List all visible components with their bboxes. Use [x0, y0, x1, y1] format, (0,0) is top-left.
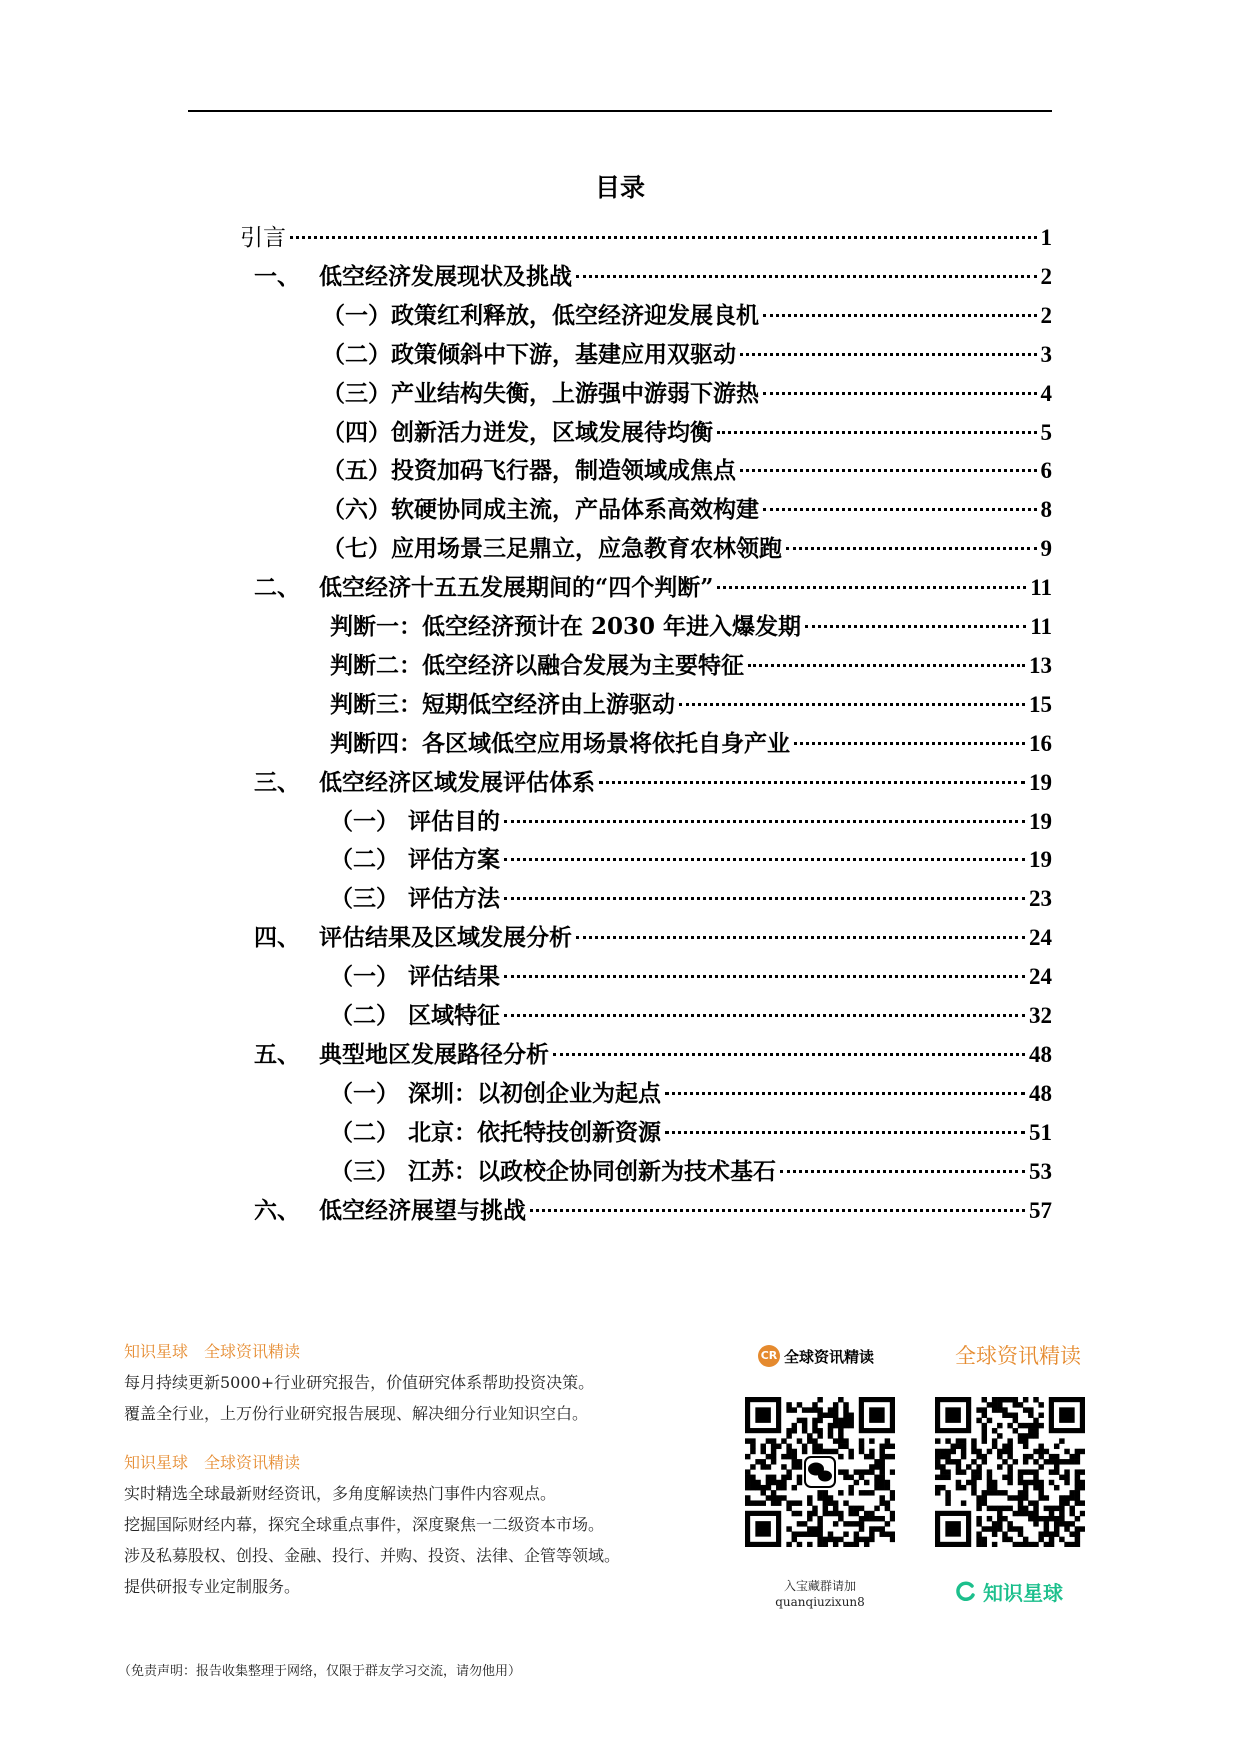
toc-dot-leader — [679, 703, 1025, 706]
toc-entry-page: 11 — [1030, 575, 1052, 601]
toc-dot-leader — [717, 586, 1026, 589]
toc-entry[interactable] — [330, 1153, 1052, 1189]
toc-entry[interactable] — [254, 764, 1052, 800]
toc-entry-label: 评估结果及区域发展分析 — [319, 924, 572, 952]
toc-entry[interactable] — [330, 608, 1052, 644]
toc-dot-leader — [780, 1170, 1025, 1173]
toc-entry-number: （二） — [330, 1118, 399, 1146]
toc-entry-label: 判断三：短期低空经济由上游驱动 — [330, 690, 675, 718]
toc-entry[interactable] — [330, 803, 1052, 839]
toc-entry[interactable] — [322, 297, 1052, 333]
toc-entry-page: 4 — [1040, 380, 1052, 406]
toc-entry[interactable] — [330, 1075, 1052, 1111]
wechat-icon — [805, 1457, 835, 1487]
cr-logo-icon: CR — [758, 1345, 780, 1367]
toc-entry[interactable] — [254, 569, 1052, 605]
promo-block-1 — [124, 1336, 594, 1429]
toc-entry-label: 评估目的 — [408, 807, 500, 835]
zsxq-ring-icon — [955, 1581, 977, 1603]
toc-entry[interactable] — [330, 841, 1052, 877]
toc-entry-label: （一）政策红利释放，低空经济迎发展良机 — [322, 301, 759, 329]
toc-entry[interactable] — [330, 958, 1052, 994]
toc-entry-label: 低空经济展望与挑战 — [319, 1196, 526, 1224]
toc-entry-label: 判断一：低空经济预计在 2030 年进入爆发期 — [330, 613, 802, 640]
toc-entry-page: 51 — [1029, 1119, 1052, 1145]
toc-entry-label: 低空经济发展现状及挑战 — [319, 262, 572, 290]
toc-entry-label: 引言 — [240, 225, 286, 251]
toc-entry-label: 评估结果 — [408, 963, 500, 991]
toc-entry-label: （七）应用场景三足鼎立，应急教育农林领跑 — [322, 535, 782, 563]
promo-block-1-title: 知识星球 全球资讯精读 — [124, 1342, 301, 1361]
toc-entry[interactable] — [240, 219, 1052, 255]
toc-entry-page: 19 — [1029, 847, 1052, 873]
toc-entry-page: 53 — [1029, 1158, 1052, 1184]
toc-entry[interactable] — [322, 491, 1052, 527]
toc-entry[interactable] — [322, 375, 1052, 411]
toc-dot-leader — [504, 820, 1025, 823]
brand-logo — [758, 1345, 874, 1367]
zsxq-qr-code-icon[interactable] — [935, 1397, 1085, 1547]
toc-dot-leader — [504, 975, 1025, 978]
brand-logo-text: 全球资讯精读 — [784, 1347, 875, 1366]
toc-entry-page: 6 — [1040, 458, 1052, 484]
toc-entry-page: 16 — [1029, 730, 1052, 756]
brand-title-right: 全球资讯精读 — [955, 1344, 1081, 1368]
toc-entry-number: 六、 — [254, 1196, 300, 1224]
disclaimer: （免责声明：报告收集整理于网络，仅限于群友学习交流，请勿他用） — [118, 1664, 522, 1679]
toc-dot-leader — [748, 664, 1025, 667]
toc-entry[interactable] — [322, 530, 1052, 566]
toc-entry-number: （一） — [330, 807, 399, 835]
toc-entry-label: 低空经济区域发展评估体系 — [319, 768, 595, 796]
toc-entry-label: 典型地区发展路径分析 — [319, 1040, 549, 1068]
toc-entry[interactable] — [330, 725, 1052, 761]
promo-block-1-line: 每月持续更新5000+行业研究报告，价值研究体系帮助投资决策。 — [124, 1373, 595, 1392]
toc-entry-label: 低空经济十五五发展期间的“四个判断” — [319, 574, 714, 602]
toc-entry-label: （三）产业结构失衡，上游强中游弱下游热 — [322, 379, 759, 407]
toc-entry-label: 深圳：以初创企业为起点 — [408, 1079, 661, 1107]
toc-entry-page: 15 — [1029, 691, 1052, 717]
toc-entry-page: 32 — [1029, 1003, 1052, 1028]
toc-dot-leader — [576, 275, 1037, 278]
toc-dot-leader — [665, 1131, 1025, 1134]
toc-entry[interactable] — [322, 336, 1052, 372]
toc-entry-label: 判断二：低空经济以融合发展为主要特征 — [330, 651, 744, 679]
toc-entry-page: 19 — [1029, 808, 1052, 834]
toc-dot-leader — [763, 392, 1037, 395]
qr-caption-line1: 入宝藏群请加 — [783, 1579, 856, 1593]
toc-entry-page: 13 — [1029, 652, 1052, 678]
toc-entry-page: 48 — [1029, 1080, 1052, 1106]
toc-dot-leader — [740, 353, 1037, 356]
toc-entry-page: 2 — [1040, 263, 1052, 289]
toc-entry[interactable] — [330, 1114, 1052, 1150]
toc-entry[interactable] — [254, 1036, 1052, 1072]
toc-entry-label: （四）创新活力迸发，区域发展待均衡 — [322, 418, 713, 446]
toc-entry-label: 北京：依托特技创新资源 — [408, 1118, 661, 1146]
toc-entry-label: 评估方案 — [408, 846, 500, 874]
toc-entry[interactable] — [330, 647, 1052, 683]
toc-dot-leader — [504, 1014, 1025, 1017]
toc-entry-number: （一） — [330, 963, 399, 991]
toc-entry-page: 3 — [1040, 341, 1052, 367]
toc-title: 目录 — [594, 173, 645, 202]
toc-dot-leader — [794, 742, 1025, 745]
toc-entry[interactable] — [330, 997, 1052, 1033]
toc-entry-page: 1 — [1040, 225, 1052, 250]
toc-entry-page: 11 — [1030, 614, 1052, 639]
toc-entry-page: 9 — [1040, 536, 1052, 562]
toc-dot-leader — [717, 431, 1037, 434]
toc-entry-page: 24 — [1029, 925, 1052, 951]
toc-dot-leader — [786, 547, 1037, 550]
toc-entry-label: （五）投资加码飞行器，制造领域成焦点 — [322, 457, 736, 485]
toc-entry-number: （二） — [330, 846, 399, 874]
toc-entry-label: （二）政策倾斜中下游，基建应用双驱动 — [322, 340, 736, 368]
toc-entry-page: 19 — [1029, 769, 1052, 795]
toc-entry-number: 一、 — [254, 262, 300, 290]
toc-dot-leader — [530, 1209, 1025, 1212]
toc-entry-number: 五、 — [254, 1040, 300, 1068]
wechat-qr-code-icon[interactable] — [745, 1397, 895, 1547]
toc-entry[interactable] — [330, 880, 1052, 916]
toc-entry-number: （二） — [330, 1002, 399, 1029]
toc-dot-leader — [553, 1053, 1025, 1056]
toc-entry[interactable] — [254, 919, 1052, 955]
toc-dot-leader — [763, 508, 1037, 511]
toc-entry-label: 区域特征 — [408, 1002, 500, 1029]
toc-dot-leader — [290, 236, 1037, 239]
toc-entry-label: 评估方法 — [408, 885, 500, 913]
toc-entry[interactable] — [254, 258, 1052, 294]
toc-entry-number: 四、 — [254, 924, 300, 952]
toc-entry-page: 48 — [1029, 1041, 1052, 1067]
toc-dot-leader — [576, 936, 1025, 939]
toc-entry-number: （三） — [330, 885, 399, 913]
toc-dot-leader — [740, 469, 1037, 472]
toc-entry[interactable] — [254, 1192, 1052, 1228]
promo-block-2-line: 涉及私募股权、创投、金融、投行、并购、投资、法律、企管等领域。 — [124, 1546, 621, 1565]
toc-entry-page: 8 — [1040, 497, 1052, 523]
toc-dot-leader — [763, 314, 1037, 317]
zsxq-logo — [955, 1577, 1063, 1606]
toc-entry-label: 江苏：以政校企协同创新为技术基石 — [408, 1157, 776, 1185]
toc-entry-number: 二、 — [254, 574, 300, 602]
toc-dot-leader — [665, 1092, 1025, 1095]
header-rule — [188, 110, 1052, 112]
toc-entry[interactable] — [330, 686, 1052, 722]
promo-block-2-title: 知识星球 全球资讯精读 — [124, 1453, 301, 1472]
toc-entry-page: 5 — [1040, 419, 1052, 445]
toc-entry[interactable] — [322, 452, 1052, 488]
toc-entry-page: 23 — [1029, 886, 1052, 912]
toc-entry-number: （一） — [330, 1079, 399, 1107]
qr-caption — [745, 1578, 895, 1610]
toc-dot-leader — [504, 858, 1025, 861]
toc-entry-page: 24 — [1029, 964, 1052, 990]
promo-block-2-line: 挖掘国际财经内幕，探究全球重点事件，深度聚焦一二级资本市场。 — [124, 1515, 605, 1534]
toc-entry-page: 2 — [1040, 302, 1052, 328]
toc-entry-label: （六）软硬协同成主流，产品体系高效构建 — [322, 496, 759, 524]
promo-block-2-line: 实时精选全球最新财经资讯，多角度解读热门事件内容观点。 — [124, 1484, 557, 1503]
promo-block-2-line: 提供研报专业定制服务。 — [124, 1577, 301, 1596]
qr-caption-line2: quanqiuzixun8 — [775, 1595, 865, 1609]
toc-entry-number: 三、 — [254, 768, 300, 796]
toc-dot-leader — [805, 625, 1026, 628]
toc-entry-page: 57 — [1029, 1197, 1052, 1223]
toc-dot-leader — [504, 897, 1025, 900]
promo-block-1-line: 覆盖全行业，上万份行业研究报告展现、解决细分行业知识空白。 — [124, 1404, 589, 1423]
zsxq-label: 知识星球 — [983, 1581, 1063, 1605]
toc-dot-leader — [599, 781, 1025, 784]
toc-entry-label: 判断四：各区域低空应用场景将依托自身产业 — [330, 729, 790, 757]
promo-block-2 — [124, 1447, 620, 1602]
toc-entry[interactable] — [322, 414, 1052, 450]
toc-entry-number: （三） — [330, 1157, 399, 1185]
